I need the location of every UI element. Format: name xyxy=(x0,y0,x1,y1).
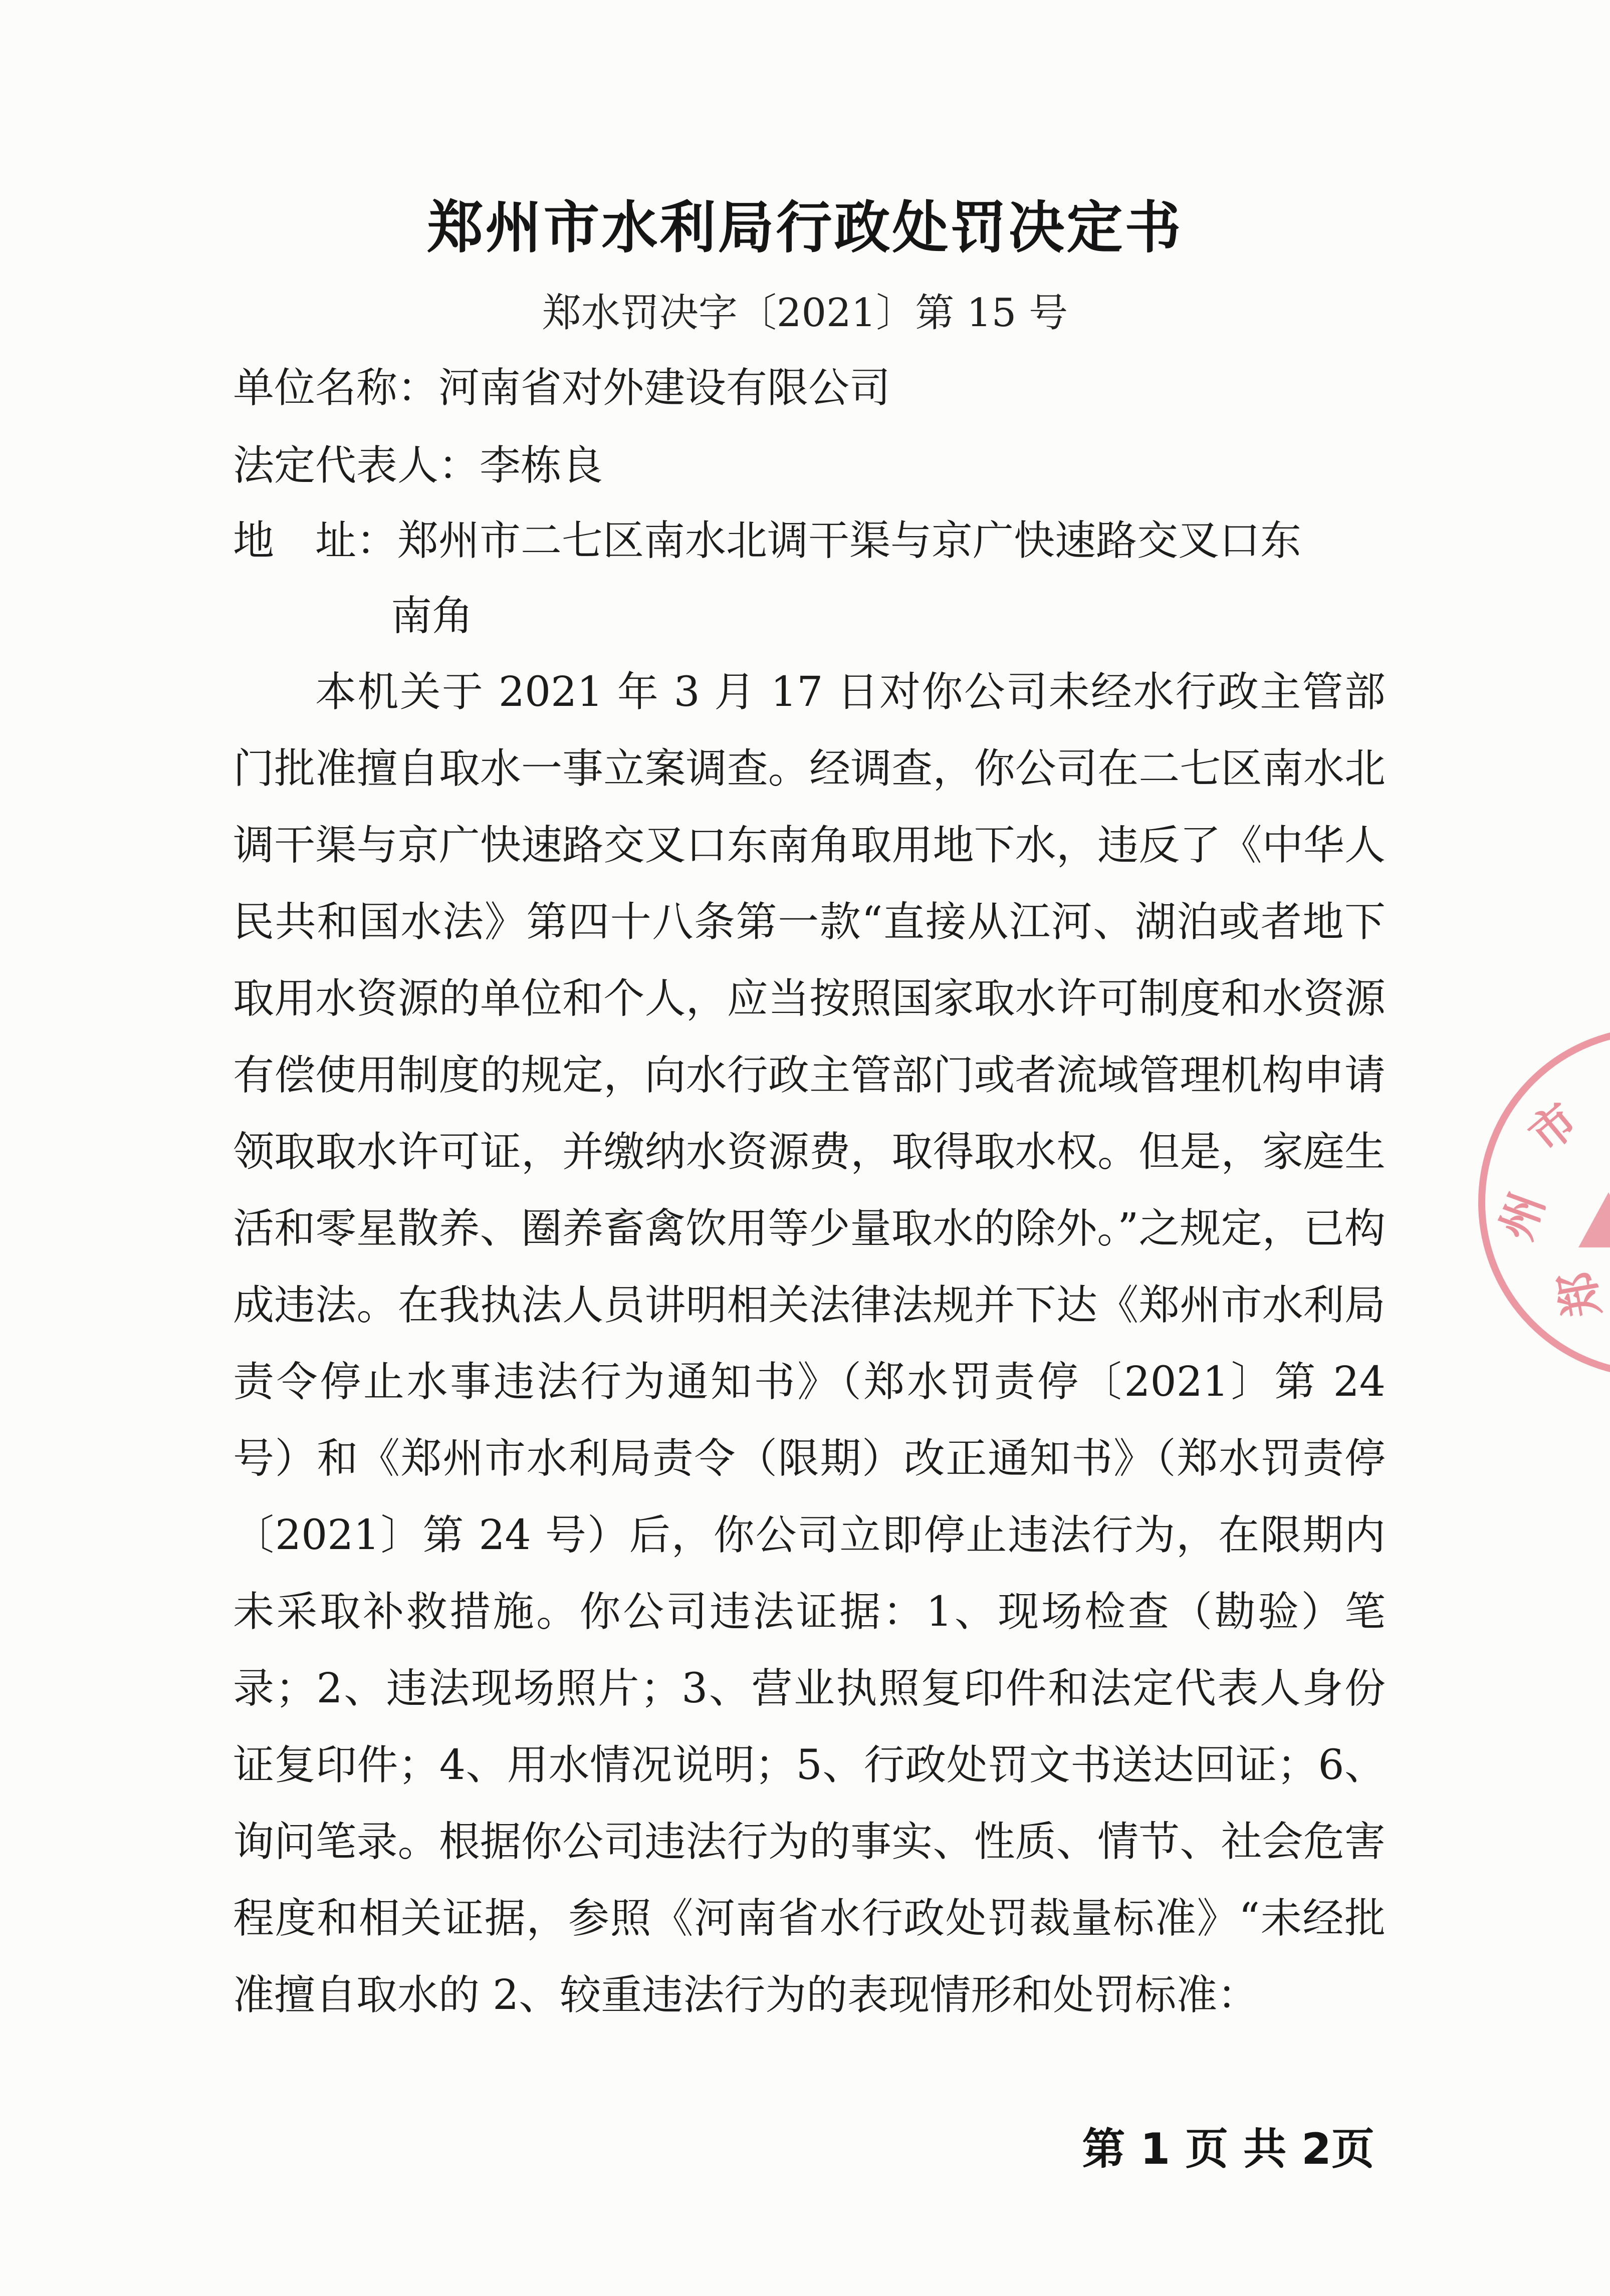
address: 地 址：郑州市二七区南水北调干渠与京广快速路交叉口东 xyxy=(233,517,1302,565)
page-footer: 第 1 页 共 2页 xyxy=(1082,2124,1374,2174)
document-number: 郑水罚决字〔2021〕第 15 号 xyxy=(542,291,1068,336)
address-continued: 南角 xyxy=(391,592,474,640)
unit-name: 单位名称：河南省对外建设有限公司 xyxy=(233,364,891,412)
seal-star-icon xyxy=(1578,1192,1610,1247)
seal-char: 郑 xyxy=(1550,1267,1610,1321)
seal-char: 市 xyxy=(1519,1093,1588,1163)
seal-char: 州 xyxy=(1490,1186,1555,1247)
legal-representative: 法定代表人：李栋良 xyxy=(233,442,603,489)
decision-body: 本机关于 2021 年 3 月 17 日对你公司未经水行政主管部门批准擅自取水一事立案调查。经调查，你公司在二七区南水北调干渠与京广快速路交叉口东南角取用地下水，违反了《中华人民共和国水法》第四十八条第一款“直接从江河、湖泊或者地下取用水资源的单位和个人，应当按照国家取水许可制度和水资源有偿使用制度的规定，向水行政主管部门或者流域管理机构申请领取取水许可证，并缴纳水资源费，取得取水权。但是，家庭生活和零星散养、圈养畜禽饮用等少量取水的除外。”之规定，已构成违法。在我执法人员讲明相关法律法规并下达《郑州市水利局责令停止水事违法行为通知书》（郑水罚责停〔2021〕第 24 号）和《郑州市水利局责令（限期）改正通知书》（郑水罚责停〔2021〕第 24 号）后，你公司立即停止违法行为，在限期内未采取补救措施。你公司违法证据：1、现场检查（勘验）笔录；2、违法现场照片；3、营业执照复印件和法定代表人身份证复印件；4、用水情况说明；5、行政处罚文书送达回证；6、询问笔录。根据你公司违法行为的事实、性质、情节、社会危害程度和相关证据，参照《河南省水行政处罚裁量标准》“未经批准擅自取水的 2、较重违法行为的表现情形和处罚标准： xyxy=(233,668,1386,2019)
document-title: 郑州市水利局行政处罚决定书 xyxy=(427,195,1183,261)
